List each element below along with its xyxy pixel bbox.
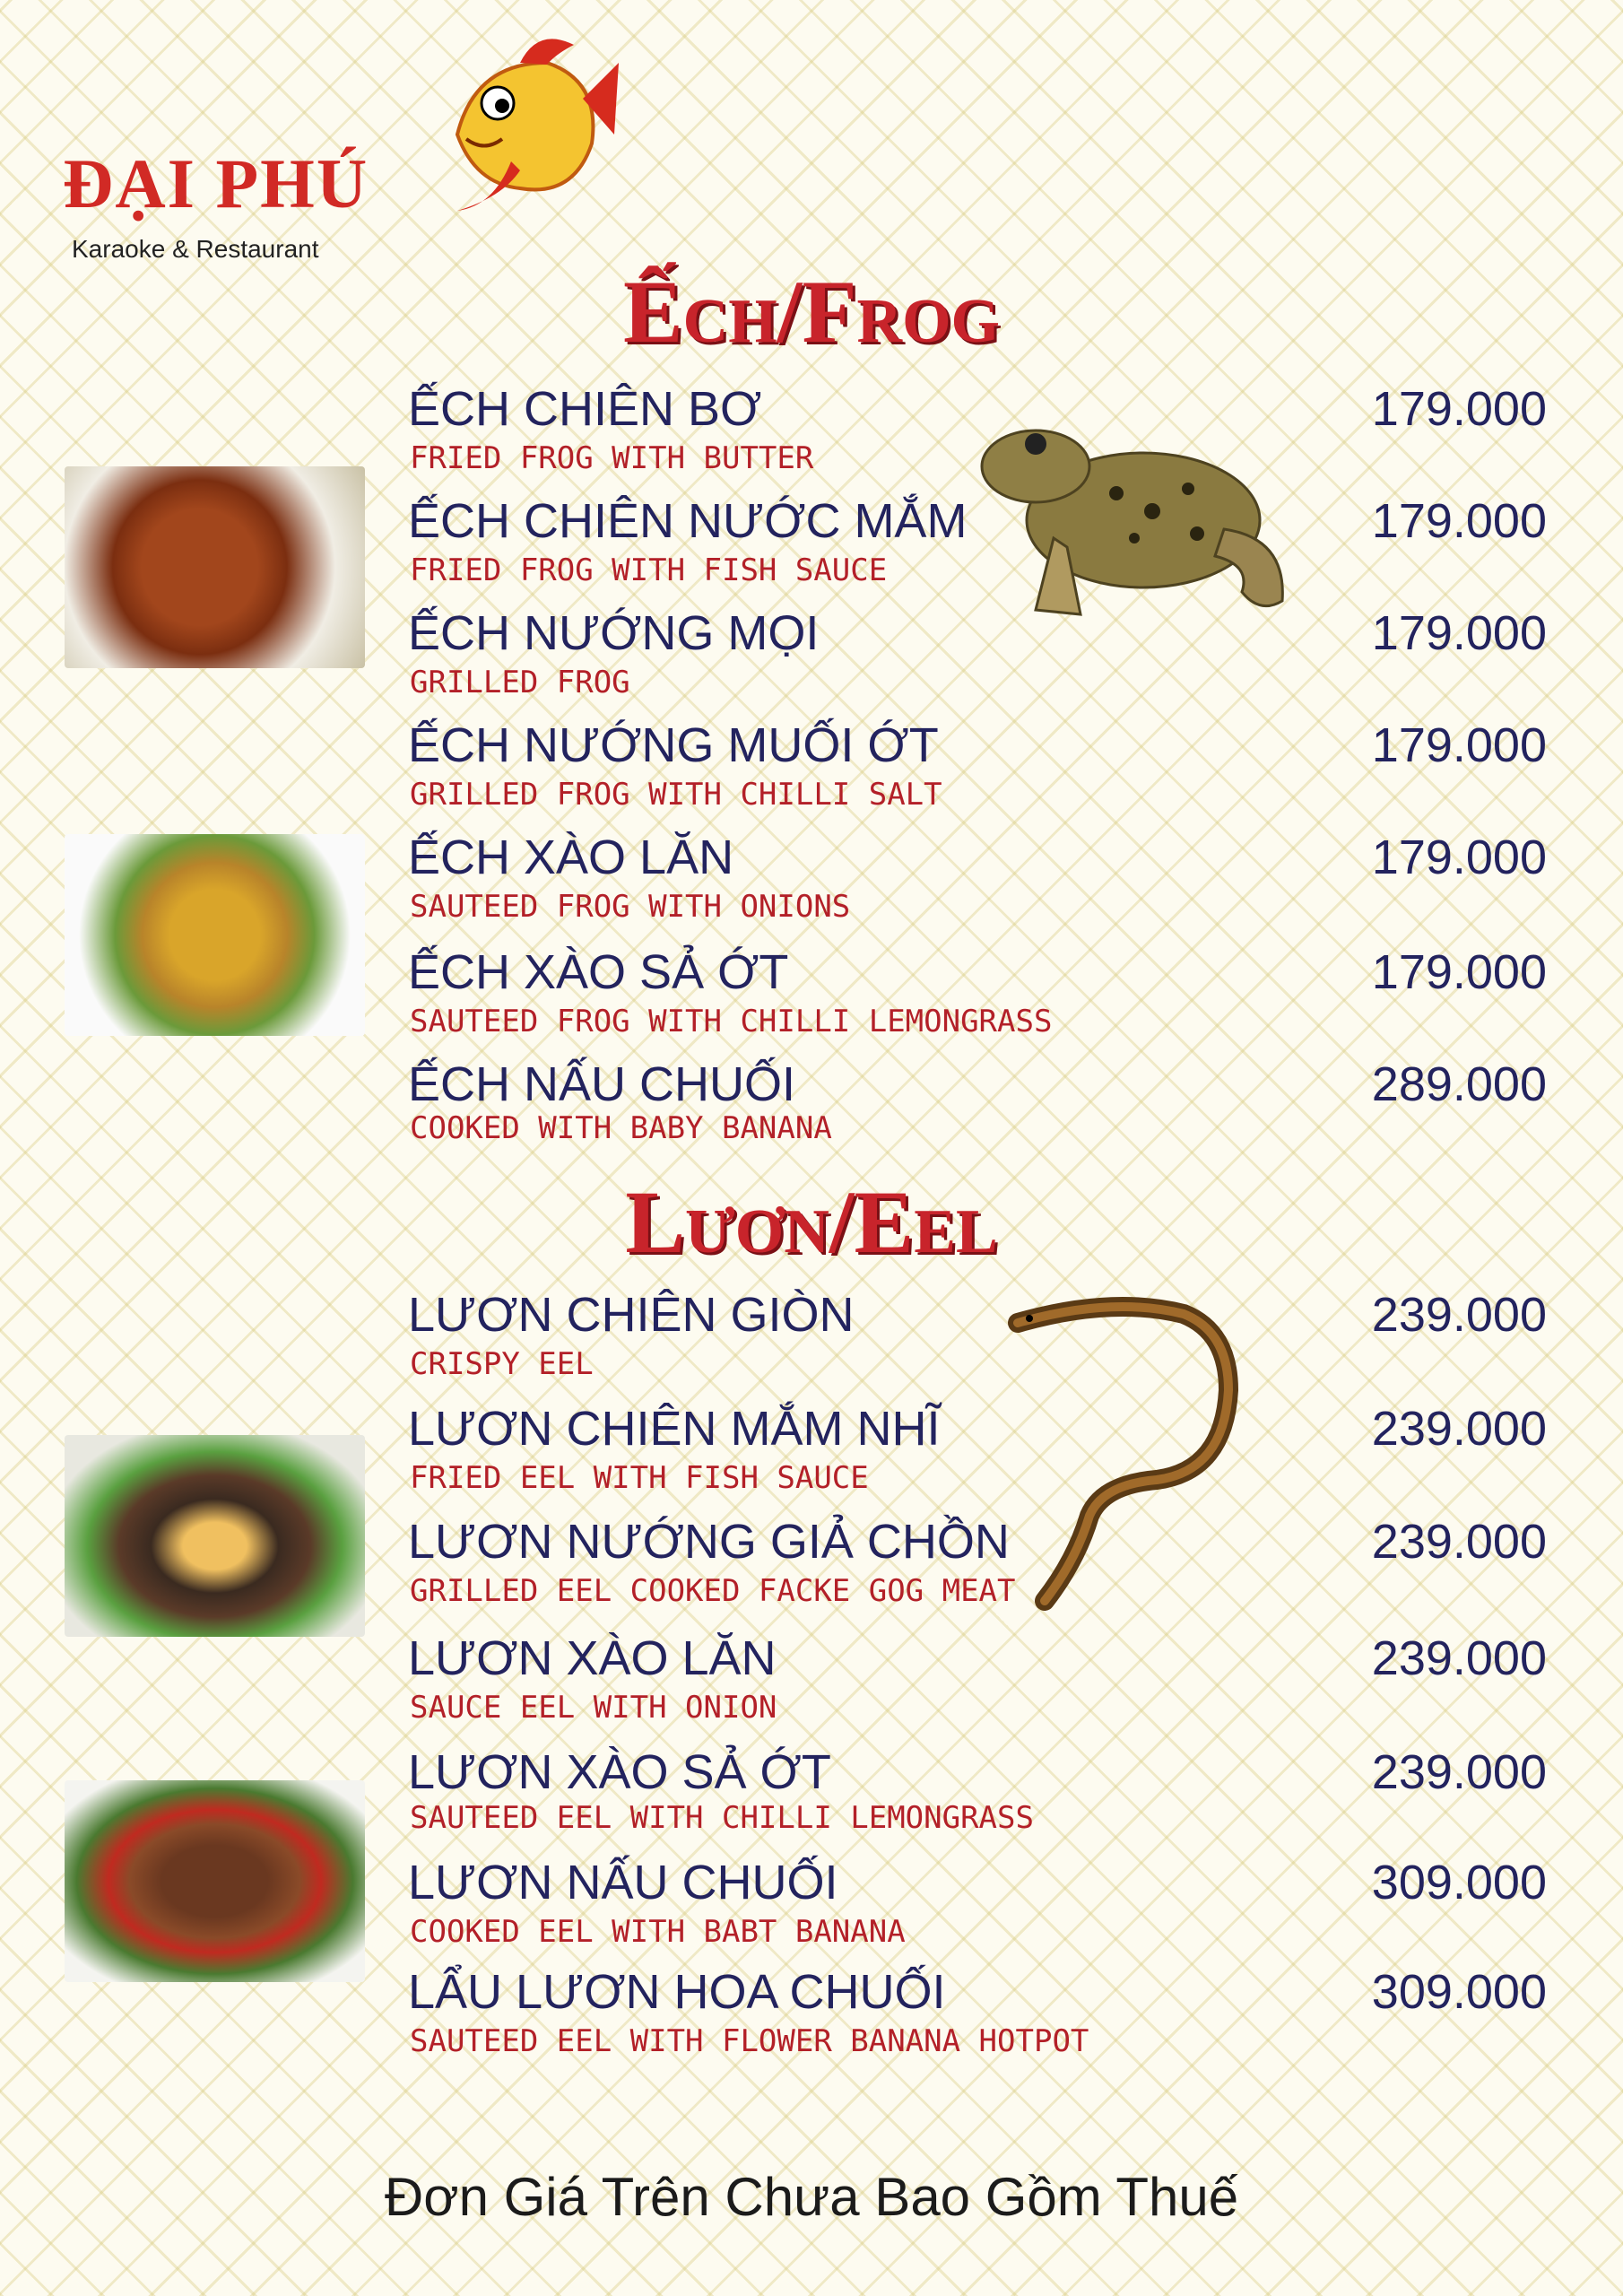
menu-item bbox=[408, 1514, 1547, 1631]
item-price: 239.000 bbox=[1371, 1288, 1547, 1342]
item-name: LƯƠN XÀO SẢ ỚT bbox=[408, 1745, 831, 1799]
menu-item bbox=[408, 830, 1547, 946]
menu-item bbox=[408, 944, 1547, 1061]
item-name: ẾCH XÀO LĂN bbox=[408, 831, 734, 884]
section-title-eel: Lươn/Eel bbox=[625, 1172, 998, 1272]
item-price: 239.000 bbox=[1371, 1402, 1547, 1456]
menu-item bbox=[408, 1631, 1547, 1747]
item-name: LƯƠN XÀO LĂN bbox=[408, 1631, 777, 1685]
item-price: 179.000 bbox=[1371, 494, 1547, 548]
item-price: 179.000 bbox=[1371, 945, 1547, 999]
item-desc: GRILLED FROG WITH CHILLI SALT bbox=[410, 777, 942, 813]
menu-item bbox=[408, 1287, 1547, 1404]
item-name: ẾCH NƯỚNG MỌI bbox=[408, 606, 820, 660]
item-name: ẾCH XÀO SẢ ỚT bbox=[408, 945, 789, 999]
item-name: LƯƠN NẤU CHUỐI bbox=[408, 1856, 838, 1909]
item-price: 239.000 bbox=[1371, 1631, 1547, 1685]
brand-tagline: Karaoke & Restaurant bbox=[72, 235, 319, 263]
item-name: LƯƠN NƯỚNG GIẢ CHỒN bbox=[408, 1515, 1010, 1569]
item-price: 179.000 bbox=[1371, 382, 1547, 436]
item-name: ẾCH NẤU CHUỐI bbox=[408, 1057, 796, 1111]
item-name: LƯƠN CHIÊN GIÒN bbox=[408, 1288, 855, 1342]
item-name: ẾCH NƯỚNG MUỐI ỚT bbox=[408, 718, 939, 772]
menu-item bbox=[408, 1855, 1547, 1971]
item-name: LẨU LƯƠN HOA CHUỐI bbox=[408, 1965, 946, 2019]
photo-sauteed-frog bbox=[65, 834, 365, 1036]
item-desc: FRIED FROG WITH BUTTER bbox=[410, 440, 814, 476]
item-price: 239.000 bbox=[1371, 1515, 1547, 1569]
tax-note: Đơn Giá Trên Chưa Bao Gồm Thuế bbox=[384, 2167, 1239, 2227]
item-desc: SAUTEED EEL WITH CHILLI LEMONGRASS bbox=[410, 1800, 1034, 1836]
photo-fried-frog bbox=[65, 466, 365, 668]
item-price: 179.000 bbox=[1371, 718, 1547, 772]
item-desc: FRIED FROG WITH FISH SAUCE bbox=[410, 552, 888, 588]
menu-item bbox=[408, 381, 1547, 498]
menu-item bbox=[408, 605, 1547, 722]
item-desc: SAUCE EEL WITH ONION bbox=[410, 1690, 777, 1726]
menu-item bbox=[408, 718, 1547, 834]
item-price: 179.000 bbox=[1371, 831, 1547, 884]
item-desc: FRIED EEL WITH FISH SAUCE bbox=[410, 1460, 869, 1496]
photo-sauteed-eel bbox=[65, 1780, 365, 1982]
menu-item bbox=[408, 493, 1547, 610]
menu-item bbox=[408, 1744, 1547, 1861]
item-desc: SAUTEED FROG WITH ONIONS bbox=[410, 889, 851, 925]
item-price: 309.000 bbox=[1371, 1856, 1547, 1909]
item-price: 239.000 bbox=[1371, 1745, 1547, 1799]
item-price: 309.000 bbox=[1371, 1965, 1547, 2019]
fish-mascot-icon bbox=[439, 27, 619, 215]
section-title-frog: Ếch/Frog bbox=[622, 262, 1000, 361]
item-name: ẾCH CHIÊN NƯỚC MẮM bbox=[408, 494, 968, 548]
menu-item bbox=[408, 1057, 1547, 1173]
item-price: 179.000 bbox=[1371, 606, 1547, 660]
item-desc: CRISPY EEL bbox=[410, 1346, 594, 1382]
item-name: ẾCH CHIÊN BƠ bbox=[408, 382, 762, 436]
item-desc: SAUTEED FROG WITH CHILLI LEMONGRASS bbox=[410, 1004, 1053, 1039]
menu-item bbox=[408, 1964, 1547, 2081]
item-desc: COOKED EEL WITH BABT BANANA bbox=[410, 1914, 906, 1950]
item-price: 289.000 bbox=[1371, 1057, 1547, 1111]
item-desc: COOKED WITH BABY BANANA bbox=[410, 1110, 832, 1146]
item-desc: GRILLED EEL COOKED FACKE GOG MEAT bbox=[410, 1573, 1016, 1609]
photo-grilled-eel bbox=[65, 1435, 365, 1637]
item-desc: GRILLED FROG bbox=[410, 665, 630, 700]
menu-item bbox=[408, 1401, 1547, 1518]
item-desc: SAUTEED EEL WITH FLOWER BANANA HOTPOT bbox=[410, 2023, 1089, 2059]
brand-name: ĐẠI PHÚ bbox=[63, 144, 369, 222]
item-name: LƯƠN CHIÊN MẮM NHĨ bbox=[408, 1402, 941, 1456]
